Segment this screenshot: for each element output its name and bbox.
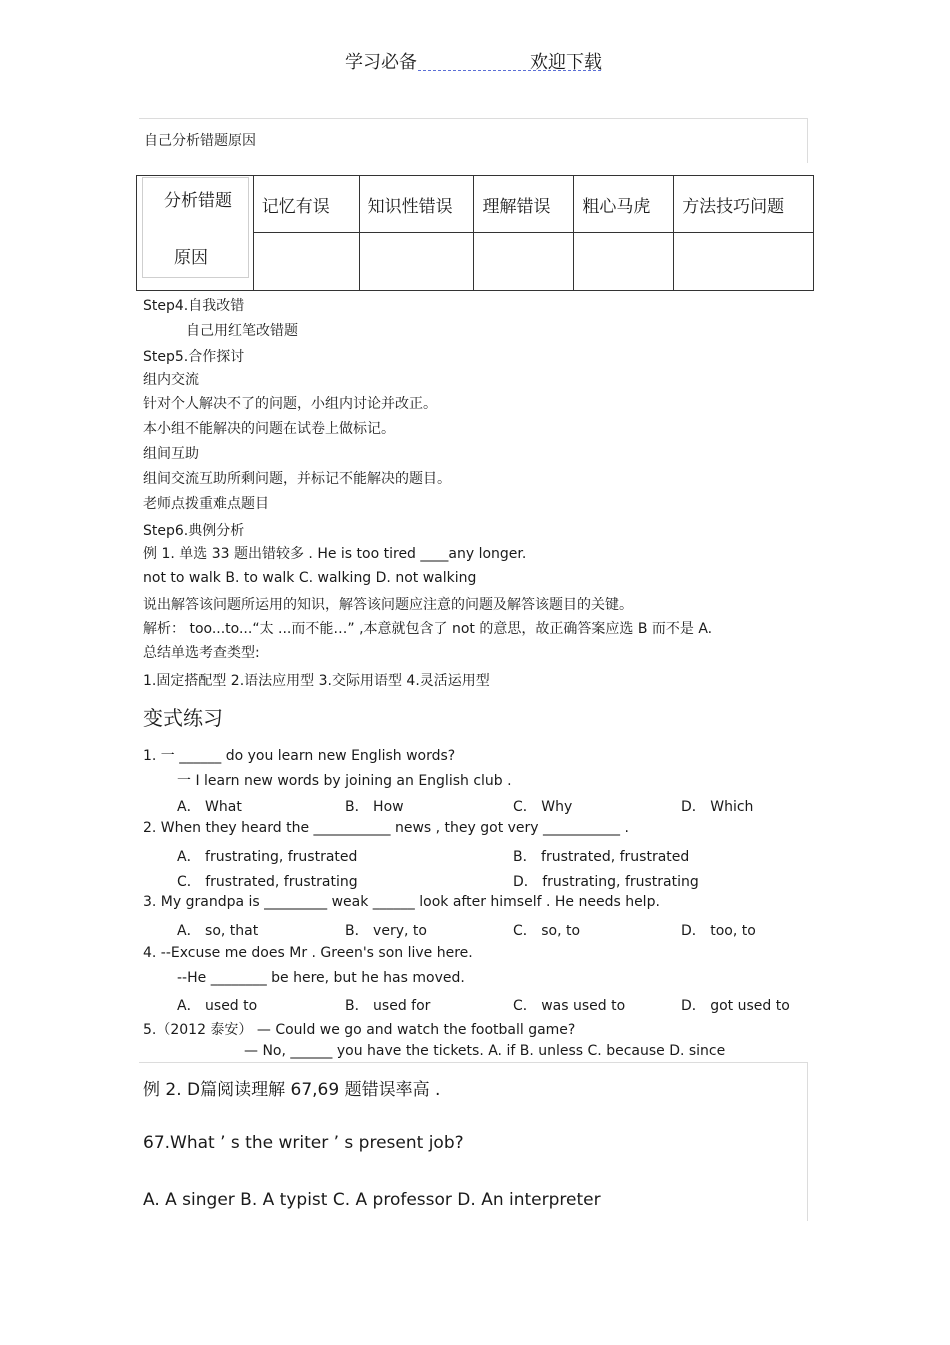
table-empty-cell (359, 233, 474, 291)
question-types: 1.固定搭配型 2.语法应用型 3.交际用语型 4.灵活运用型 (143, 673, 490, 689)
q2-stem: 2. When they heard the ___________ news , they got very ___________ . (143, 820, 629, 836)
step5-line: 针对个人解决不了的问题，小组内讨论并改正。 (143, 396, 437, 412)
q2-option-a: A． frustrating, frustrated (177, 849, 358, 865)
q4-stem: 4. --Excuse me does Mr . Green's son live here. (143, 945, 473, 961)
q1-option-d: D． Which (681, 799, 754, 815)
table-empty-cell (574, 233, 674, 291)
table-empty-cell (474, 233, 574, 291)
row-label-line1: 分析错题 (164, 191, 232, 211)
table-header-cell: 粗心马虎 (574, 176, 674, 233)
step5-heading: Step5.合作探讨 (143, 349, 245, 365)
example1-question: 例 1. 单选 33 题出错较多 . He is too tired ____any longer. (143, 546, 527, 562)
table-header-cell: 知识性错误 (359, 176, 474, 233)
q1-option-b: B． How (345, 799, 404, 815)
q3-option-b: B． very, to (345, 923, 427, 939)
q5-stem2-options: — No, ______ you have the tickets. A. if B. unless C. because D. since (244, 1043, 726, 1059)
q4-option-d: D． got used to (681, 998, 790, 1014)
q2-option-d: D． frustrating, frustrating (513, 874, 699, 890)
step5-line: 本小组不能解决的问题在试卷上做标记。 (143, 421, 395, 437)
q1-option-c: C． Why (513, 799, 573, 815)
header-left: 学习必备 (345, 52, 417, 73)
header-dashed-rule (418, 70, 601, 71)
example1-analysis: 解析： too...to...“太 ...而不能…” ,本意就包含了 not 的意思，故正确答案应选 B 而不是 A. (143, 621, 713, 637)
q3-option-d: D． too, to (681, 923, 756, 939)
row-label-line2: 原因 (174, 248, 208, 268)
q2-option-c: C． frustrated, frustrating (177, 874, 358, 890)
example2-question-67: 67.What ’ s the writer ’ s present job? (143, 1133, 464, 1153)
step4-text: 自己用红笔改错题 (186, 323, 298, 339)
q4-option-b: B． used for (345, 998, 431, 1014)
q4-stem2: --He ________ be here, but he has moved. (177, 970, 465, 986)
header-right: 欢迎下载 (530, 52, 602, 73)
example1-options: not to walk B. to walk C. walking D. not walking (143, 570, 477, 586)
table-header-cell: 理解错误 (474, 176, 574, 233)
q3-option-c: C． so, to (513, 923, 581, 939)
q4-option-c: C． was used to (513, 998, 626, 1014)
q2-option-b: B． frustrated, frustrated (513, 849, 690, 865)
q1-stem: 1. 一 ______ do you learn new English words? (143, 748, 456, 764)
q1-stem2: 一 I learn new words by joining an English club . (177, 773, 512, 789)
example1-summary: 总结单选考查类型: (143, 645, 260, 661)
example2-title: 例 2. D篇阅读理解 67,69 题错误率高 . (143, 1080, 441, 1100)
q3-stem: 3. My grandpa is _________ weak ______ look after himself . He needs help. (143, 894, 660, 910)
example1-prompt: 说出解答该问题所运用的知识，解答该问题应注意的问题及解答该题目的关键。 (143, 597, 633, 613)
q5-stem: 5.（2012 泰安） — Could we go and watch the football game? (143, 1022, 576, 1038)
step4-heading: Step4.自我改错 (143, 298, 245, 314)
table-header-cell: 方法技巧问题 (674, 176, 814, 233)
q4-option-a: A． used to (177, 998, 258, 1014)
table-header-cell: 记忆有误 (253, 176, 359, 233)
variant-title: 变式练习 (143, 706, 223, 730)
intro-text: 自己分析错题原因 (144, 133, 256, 149)
step5-line: 组间互助 (143, 446, 199, 462)
table-empty-cell (253, 233, 359, 291)
step6-heading: Step6.典例分析 (143, 523, 245, 539)
example2-options: A. A singer B. A typist C. A professor D. An interpreter (143, 1190, 601, 1210)
q3-option-a: A． so, that (177, 923, 259, 939)
step5-line: 老师点拨重难点题目 (143, 496, 269, 512)
step5-line: 组内交流 (143, 372, 199, 388)
step5-line: 组间交流互助所剩问题，并标记不能解决的题目。 (143, 471, 451, 487)
q1-option-a: A． What (177, 799, 242, 815)
table-empty-cell (674, 233, 814, 291)
